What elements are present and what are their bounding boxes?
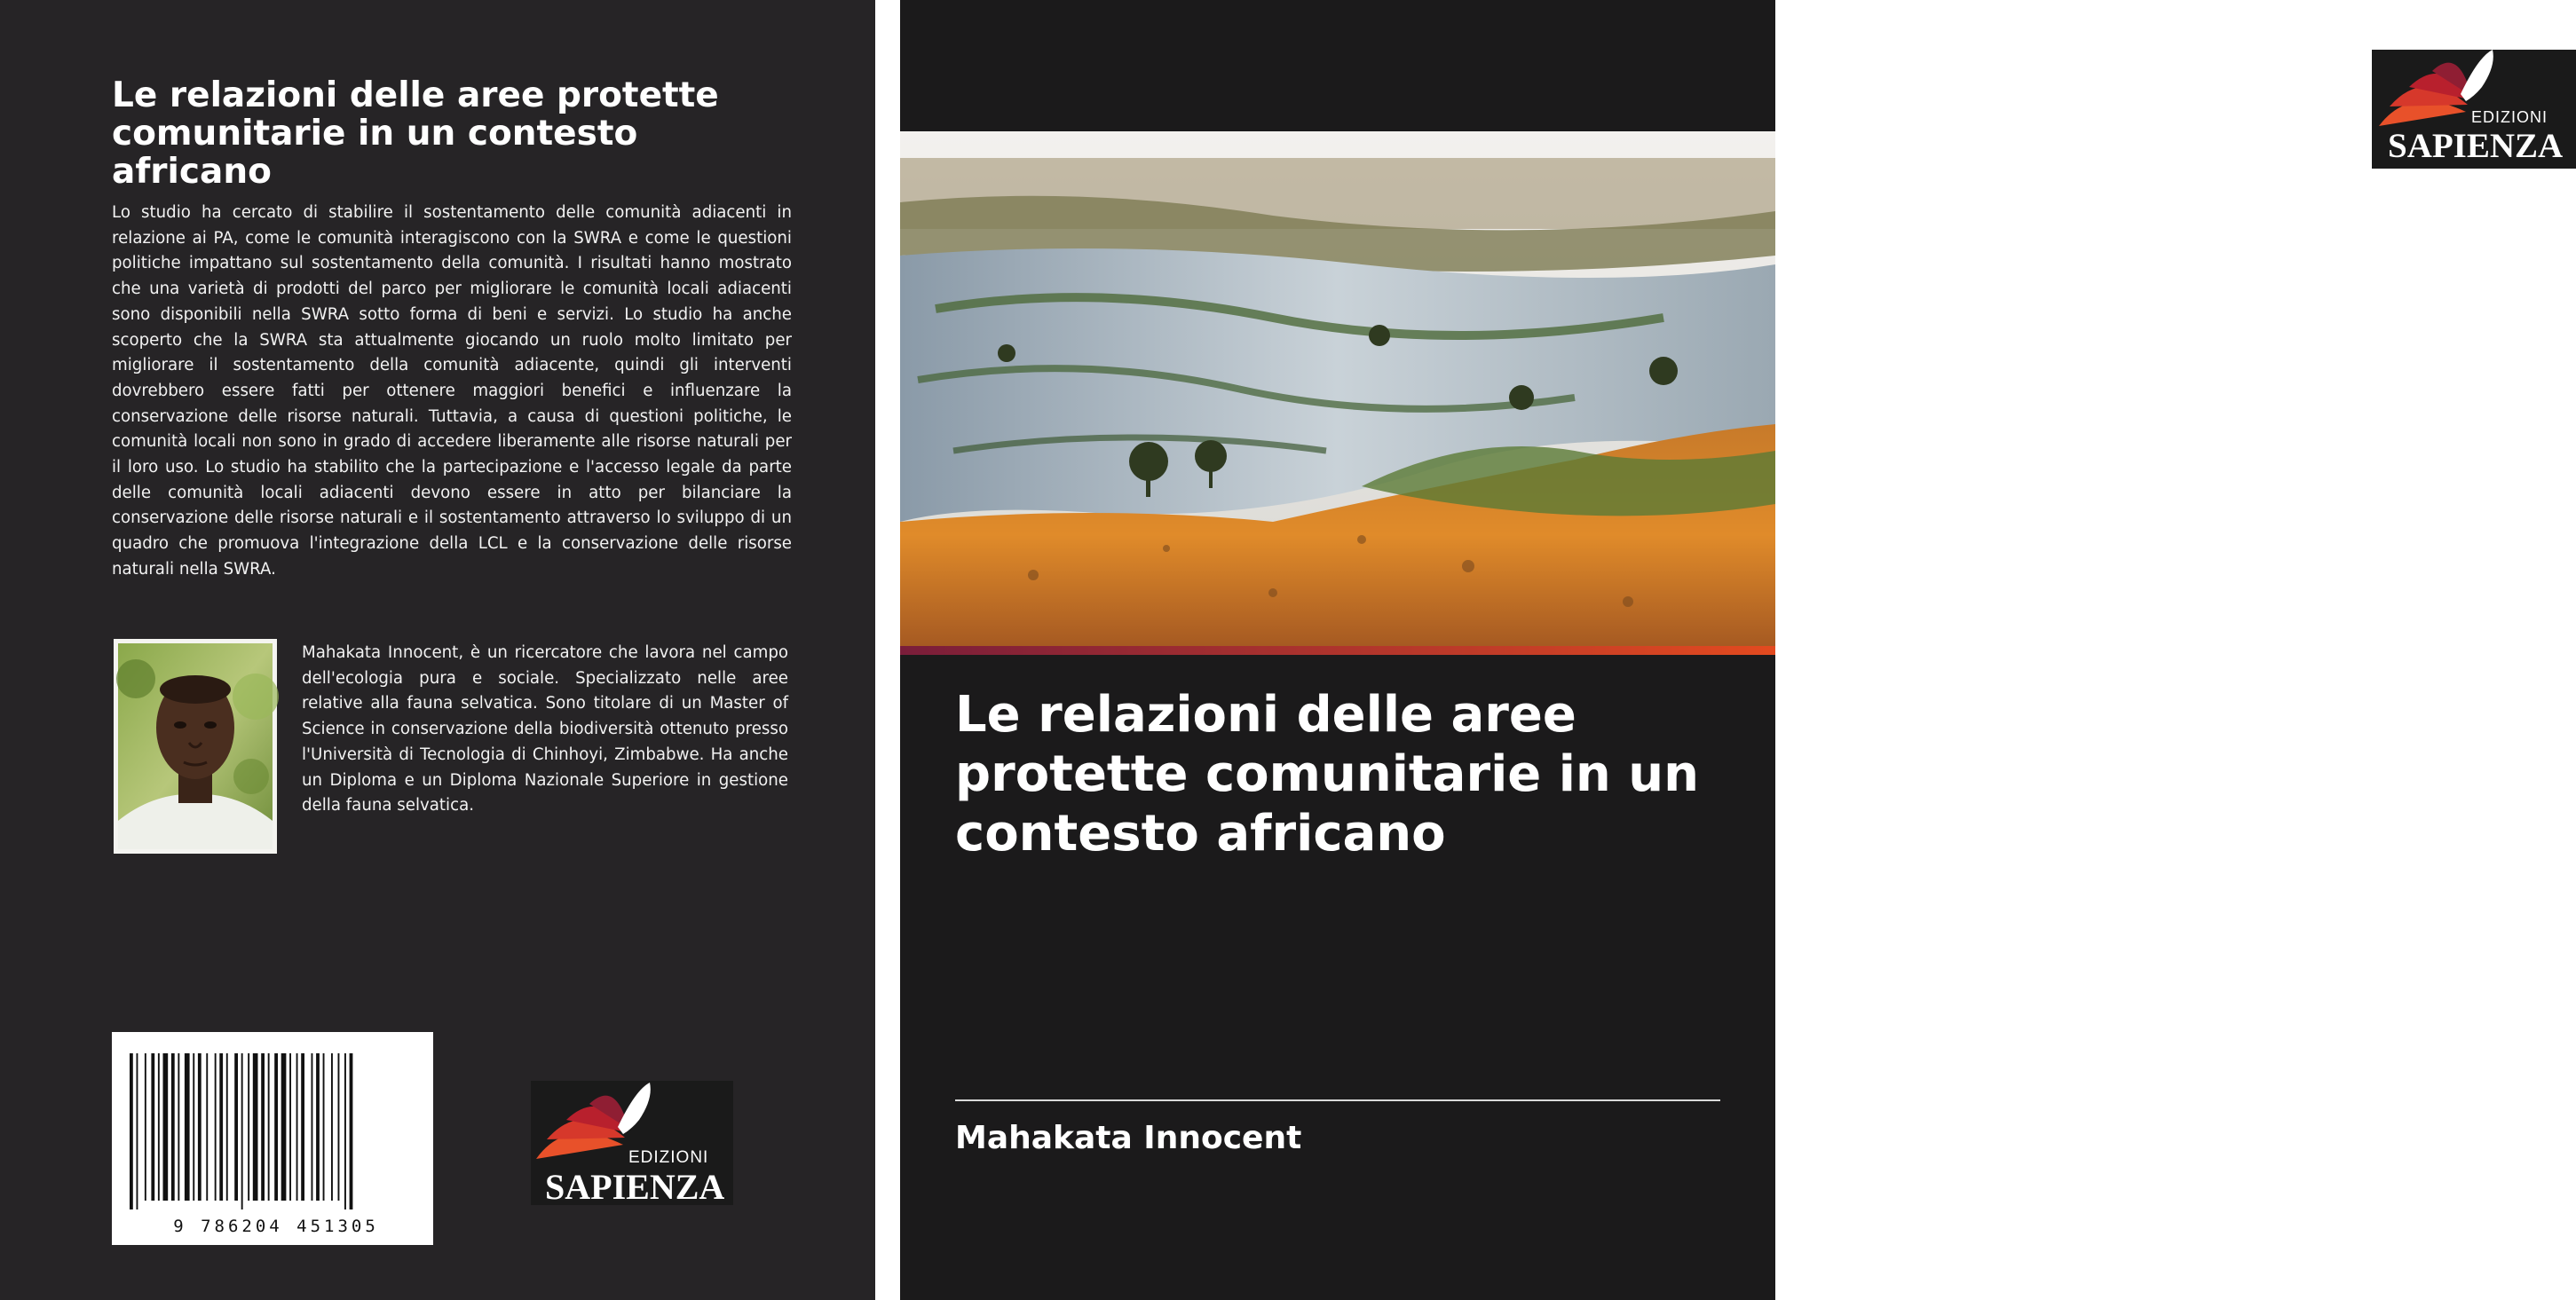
barcode-bar (185, 1053, 190, 1201)
author-portrait-image (118, 643, 273, 849)
barcode-bar (130, 1053, 133, 1209)
barcode-bar (253, 1053, 258, 1201)
author-portrait (114, 639, 277, 854)
barcode-bar (206, 1053, 208, 1201)
barcode-bar (344, 1053, 346, 1209)
quill-pen-icon (618, 1083, 651, 1134)
publisher-logo-back (531, 1081, 733, 1205)
publisher-sapienza: SAPIENZA (545, 1167, 725, 1207)
back-cover-title: Le relazioni delle aree protette comunitarie in un contesto africano (112, 75, 719, 192)
barcode-bar (137, 1053, 138, 1209)
publisher-sapienza-front: SAPIENZA (2388, 127, 2564, 165)
barcode-bar (241, 1053, 243, 1209)
back-cover-blurb: Lo studio ha cercato di stabilire il sostentamento delle comunità adiacenti in relazione ai PA, come le comunità interagiscono con la SWRA e come le questioni politiche impattano sul sostentamento della comunità. I risultati hanno mostrato che una varietà di prodotti del parco per migliorare le comunità locali adiacenti sono disponibili nella SWRA sotto forma di beni e servizi. Lo studio ha anche scoperto che la SWRA sta attualmente giocando un ruolo molto limitato per migliorare il sostentamento della comunità adiacente, quindi gli interventi dovrebbero essere fatti per ottenere maggiori benefici e influenzare la conservazione delle risorse naturali. Tuttavia, a causa di questioni politiche, le comunità locali non sono in grado di accedere liberamente alle risorse naturali per il loro uso. Lo studio ha stabilito che la partecipazione e l'accesso legale da parte delle comunità locali adiacenti devono essere in atto per bilanciare la conservazione delle risorse naturali e il sostentamento attraverso lo sviluppo di un quadro che promuova l'integrazione della LCL e la conservazione delle risorse naturali nella SWRA. (112, 203, 792, 579)
barcode-bar (289, 1053, 291, 1201)
barcode-bar (301, 1053, 304, 1201)
barcode-bar (312, 1053, 313, 1201)
barcode-bar (193, 1053, 194, 1201)
barcode-bar (215, 1053, 217, 1201)
barcode-bar (151, 1053, 154, 1201)
barcode-bar (268, 1053, 270, 1201)
barcode-bar (226, 1053, 228, 1201)
publisher-edizioni-front: EDIZIONI (2471, 108, 2548, 126)
front-cover (900, 0, 2564, 1300)
cover-landscape-image (900, 131, 1775, 646)
barcode-bars (112, 1032, 433, 1209)
barcode-bar (171, 1053, 175, 1201)
isbn-digits: 9 786204 451305 (173, 1217, 379, 1236)
barcode-bar (248, 1053, 249, 1201)
front-top-band (900, 0, 1775, 131)
barcode-bar (145, 1053, 146, 1201)
barcode-bar (281, 1053, 287, 1201)
barcode-bar (296, 1053, 298, 1201)
barcode-bar (158, 1053, 160, 1201)
barcode-bar (350, 1053, 353, 1209)
barcode-bar (274, 1053, 278, 1201)
back-cover (0, 0, 875, 1300)
barcode-bar (234, 1053, 238, 1201)
barcode-bar (198, 1053, 201, 1201)
barcode-bar (163, 1053, 169, 1201)
publisher-logo-front (2372, 50, 2576, 169)
spine (875, 0, 900, 1300)
barcode-bar (261, 1053, 265, 1201)
barcode-bar (338, 1053, 340, 1201)
front-cover-author: Mahakata Innocent (955, 1120, 1302, 1156)
isbn-barcode (112, 1032, 433, 1245)
barcode-bar (331, 1053, 333, 1201)
front-cover-title: Le relazioni delle aree protette comunitarie in un contesto africano (955, 686, 1700, 863)
quill-pen-icon-front (2461, 50, 2493, 101)
barcode-bar (219, 1053, 223, 1201)
barcode-bar (323, 1053, 325, 1201)
title-divider (955, 1099, 1720, 1101)
publisher-edizioni: EDIZIONI (628, 1148, 709, 1167)
accent-bar (900, 646, 1775, 655)
barcode-bar (316, 1053, 320, 1201)
author-bio: Mahakata Innocent, è un ricercatore che lavora nel campo dell'ecologia pura e sociale. Specializzato nelle aree relative alla fauna selvatica. Sono titolare di un Master of Science in conservazione della biodiversità ottenuto presso l'Università di Tecnologia di Chinhoyi, Zimbabwe. Ha anche un Diploma e un Diploma Nazionale Superiore in gestione della fauna selvatica. (302, 643, 788, 815)
barcode-bar (178, 1053, 179, 1201)
